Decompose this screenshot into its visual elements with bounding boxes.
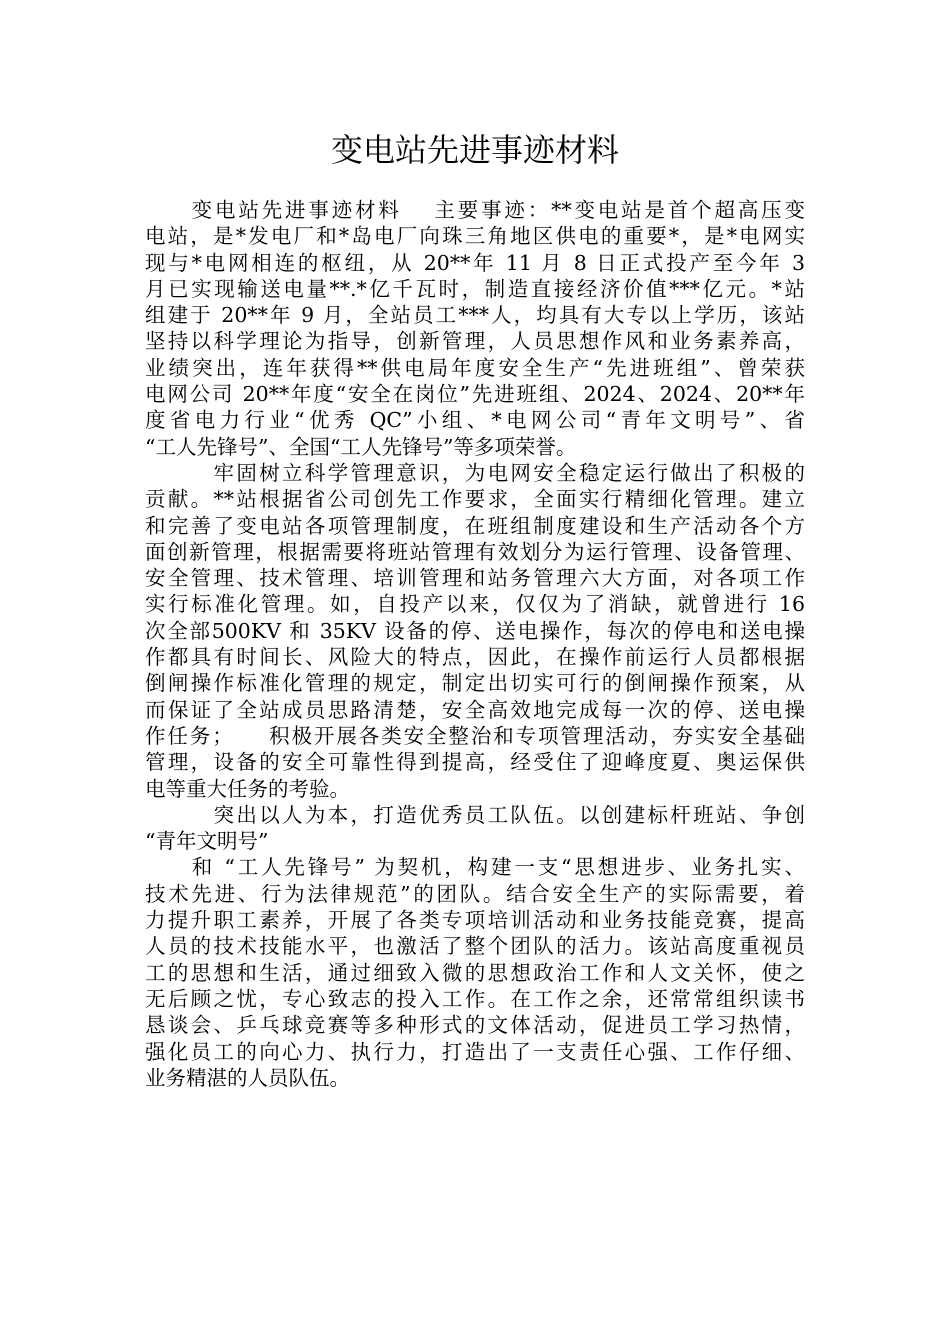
body-line: 工的思想和生活，通过细致入微的思想政治工作和人文关怀，使之 — [145, 960, 805, 985]
body-line: 贡献。**站根据省公司创先工作要求，全面实行精细化管理。建立 — [145, 487, 805, 512]
body-line: 人员的技术技能水平，也激活了整个团队的活力。该站高度重视员 — [145, 934, 805, 959]
body-line: 变电站先进事迹材料 主要事迹：**变电站是首个超高压变 — [145, 198, 805, 222]
body-line: 倒闸操作标准化管理的规定，制定出切实可行的倒闸操作预案，从 — [145, 671, 805, 696]
body-line: “工人先锋号”、全国“工人先锋号”等多项荣誉。 — [145, 434, 577, 459]
body-line: 和 “工人先锋号” 为契机，构建一支“思想进步、业务扎实、 — [145, 855, 805, 880]
body-line: 组建于 20**年 9 月，全站员工***人，均具有大专以上学历，该站 — [145, 303, 805, 328]
body-line: 电网公司 20**年度“安全在岗位”先进班组、2024、2024、20**年 — [145, 382, 805, 407]
body-line: 面创新管理，根据需要将班站管理有效划分为运行管理、设备管理、 — [145, 539, 805, 564]
body-line: 力提升职工素养，开展了各类专项培训活动和业务技能竞赛，提高 — [145, 908, 805, 933]
body-line: 业绩突出，连年获得**供电局年度安全生产“先进班组”、曾荣获 — [145, 355, 805, 380]
body-line: 管理，设备的安全可靠性得到提高，经受住了迎峰度夏、奥运保供 — [145, 750, 805, 775]
body-line: 强化员工的向心力、执行力，打造出了一支责任心强、工作仔细、 — [145, 1039, 805, 1064]
body-line: 安全管理、技术管理、培训管理和站务管理六大方面，对各项工作 — [145, 566, 805, 591]
body-line: 业务精湛的人员队伍。 — [145, 1065, 350, 1090]
body-line: 无后顾之忧，专心致志的投入工作。在工作之余，还常常组织读书 — [145, 986, 805, 1011]
body-line: 电等重大任务的考验。 — [145, 776, 350, 801]
body-line: 电站，是*发电厂和*岛电厂向珠三角地区供电的重要*，是*电网实 — [145, 224, 805, 249]
body-line: 度省电力行业“优秀 QC”小组、*电网公司“青年文明号”、省 — [145, 408, 805, 433]
body-line: 作都具有时间长、风险大的特点，因此，在操作前运行人员都根据 — [145, 645, 805, 670]
document-title: 变电站先进事迹材料 — [330, 131, 619, 169]
body-line: 牢固树立科学管理意识，为电网安全稳定运行做出了积极的 — [145, 460, 805, 485]
body-line: 作任务； 积极开展各类安全整治和专项管理活动，夯实安全基础 — [145, 723, 805, 748]
body-line: 恳谈会、乒乓球竞赛等多种形式的文体活动，促进员工学习热情， — [145, 1013, 805, 1038]
body-line: 实行标准化管理。如，自投产以来，仅仅为了消缺，就曾进行 16 — [145, 592, 805, 617]
body-line: 而保证了全站成员思路清楚，安全高效地完成每一次的停、送电操 — [145, 697, 805, 722]
body-line: 月已实现输送电量**.*亿千瓦时，制造直接经济价值***亿元。*站 — [145, 276, 805, 301]
body-line: “青年文明号” — [145, 829, 269, 854]
document-body — [145, 197, 805, 1091]
body-line: 现与*电网相连的枢纽，从 20**年 11 月 8 日正式投产至今年 3 — [145, 250, 805, 275]
body-line: 突出以人为本，打造优秀员工队伍。以创建标杆班站、争创 — [145, 802, 805, 827]
body-line: 和完善了变电站各项管理制度，在班组制度建设和生产活动各个方 — [145, 513, 805, 538]
body-line: 坚持以科学理论为指导，创新管理，人员思想作风和业务素养高， — [145, 329, 805, 354]
body-line: 次全部500KV 和 35KV 设备的停、送电操作，每次的停电和送电操 — [145, 618, 805, 643]
body-line: 技术先进、行为法律规范”的团队。结合安全生产的实际需要，着 — [145, 881, 805, 906]
